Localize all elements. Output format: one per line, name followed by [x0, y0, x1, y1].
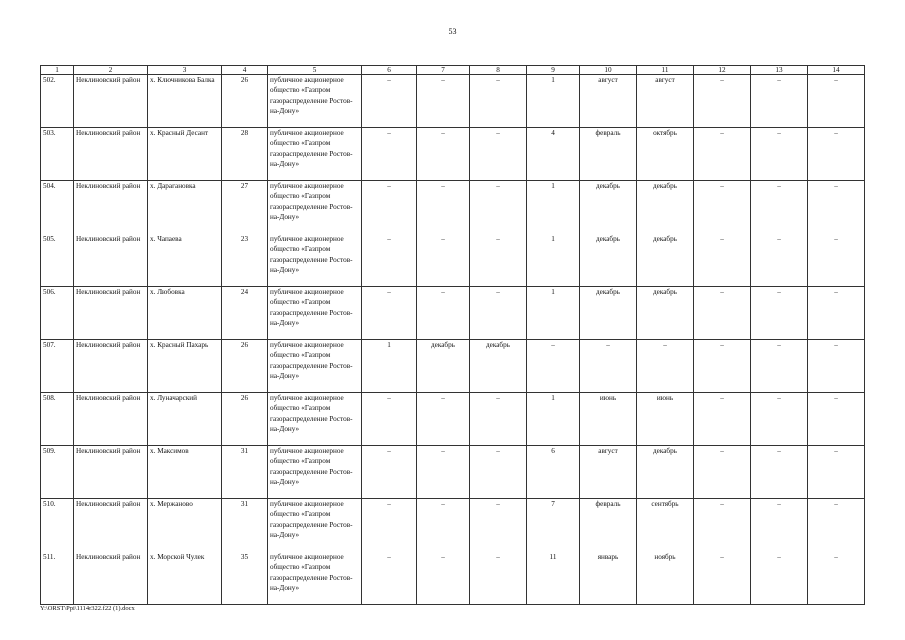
row-number-cell: 503.	[41, 128, 74, 181]
table-body	[41, 75, 865, 605]
col10-cell: декабрь	[580, 287, 637, 340]
col13-cell: –	[751, 287, 808, 340]
col13-cell: –	[751, 340, 808, 393]
col14-cell: –	[808, 287, 865, 340]
organization-cell: публичное акционерное общество «Газпром газораспределение Ростов-на-Дону»	[268, 181, 362, 234]
col12-cell: –	[694, 446, 751, 499]
col7-cell: декабрь	[417, 340, 470, 393]
header-cell: 8	[470, 66, 527, 75]
col13-cell: –	[751, 181, 808, 234]
settlement-cell: х. Максимов	[148, 446, 222, 499]
register-table	[40, 65, 865, 605]
col14-cell: –	[808, 181, 865, 234]
district-cell: Неклиновский район	[74, 287, 148, 340]
col6-cell: 1	[362, 340, 417, 393]
col10-cell: –	[580, 340, 637, 393]
settlement-cell: х. Ключникова Балка	[148, 75, 222, 128]
col11-cell: ноябрь	[637, 552, 694, 605]
col13-cell: –	[751, 234, 808, 287]
col7-cell: –	[417, 181, 470, 234]
table-header	[41, 66, 865, 75]
col14-cell: –	[808, 499, 865, 552]
col8-cell: –	[470, 287, 527, 340]
col14-cell: –	[808, 393, 865, 446]
col6-cell: –	[362, 393, 417, 446]
col11-cell: декабрь	[637, 234, 694, 287]
settlement-cell: х. Дарагановка	[148, 181, 222, 234]
col12-cell: –	[694, 128, 751, 181]
col8-cell: –	[470, 128, 527, 181]
col6-cell: –	[362, 234, 417, 287]
organization-cell: публичное акционерное общество «Газпром газораспределение Ростов-на-Дону»	[268, 446, 362, 499]
col8-cell: –	[470, 181, 527, 234]
col7-cell: –	[417, 234, 470, 287]
header-cell: 4	[222, 66, 268, 75]
row-number-cell: 510.	[41, 499, 74, 552]
district-cell: Неклиновский район	[74, 75, 148, 128]
col8-cell: –	[470, 446, 527, 499]
count-cell: 26	[222, 75, 268, 128]
header-cell: 14	[808, 66, 865, 75]
count-cell: 31	[222, 499, 268, 552]
col10-cell: февраль	[580, 128, 637, 181]
count-cell: 31	[222, 446, 268, 499]
district-cell: Неклиновский район	[74, 446, 148, 499]
col10-cell: декабрь	[580, 234, 637, 287]
col14-cell: –	[808, 552, 865, 605]
district-cell: Неклиновский район	[74, 552, 148, 605]
col11-cell: июнь	[637, 393, 694, 446]
table-row	[41, 75, 865, 128]
col7-cell: –	[417, 499, 470, 552]
col14-cell: –	[808, 446, 865, 499]
settlement-cell: х. Луначарский	[148, 393, 222, 446]
table-row	[41, 234, 865, 287]
col10-cell: декабрь	[580, 181, 637, 234]
col11-cell: август	[637, 75, 694, 128]
col12-cell: –	[694, 75, 751, 128]
col6-cell: –	[362, 287, 417, 340]
col9-cell: 1	[527, 181, 580, 234]
col10-cell: август	[580, 75, 637, 128]
count-cell: 23	[222, 234, 268, 287]
table-row	[41, 287, 865, 340]
col8-cell: –	[470, 552, 527, 605]
col8-cell: –	[470, 75, 527, 128]
district-cell: Неклиновский район	[74, 234, 148, 287]
col13-cell: –	[751, 446, 808, 499]
header-cell: 2	[74, 66, 148, 75]
page-number: 53	[448, 27, 457, 36]
col10-cell: июнь	[580, 393, 637, 446]
col7-cell: –	[417, 75, 470, 128]
settlement-cell: х. Чапаева	[148, 234, 222, 287]
col11-cell: декабрь	[637, 181, 694, 234]
footer-file-path: Y:\ORST\Ppi\1114r322.f22 (1).docx	[40, 605, 135, 612]
col9-cell: 11	[527, 552, 580, 605]
col10-cell: август	[580, 446, 637, 499]
col6-cell: –	[362, 446, 417, 499]
col7-cell: –	[417, 552, 470, 605]
row-number-cell: 507.	[41, 340, 74, 393]
table-row	[41, 499, 865, 552]
col9-cell: 1	[527, 234, 580, 287]
count-cell: 24	[222, 287, 268, 340]
header-cell: 1	[41, 66, 74, 75]
col14-cell: –	[808, 128, 865, 181]
col8-cell: декабрь	[470, 340, 527, 393]
col11-cell: декабрь	[637, 446, 694, 499]
organization-cell: публичное акционерное общество «Газпром газораспределение Ростов-на-Дону»	[268, 340, 362, 393]
col12-cell: –	[694, 234, 751, 287]
header-cell: 13	[751, 66, 808, 75]
table-row	[41, 128, 865, 181]
district-cell: Неклиновский район	[74, 340, 148, 393]
count-cell: 28	[222, 128, 268, 181]
col10-cell: январь	[580, 552, 637, 605]
header-cell: 7	[417, 66, 470, 75]
header-cell: 12	[694, 66, 751, 75]
organization-cell: публичное акционерное общество «Газпром газораспределение Ростов-на-Дону»	[268, 393, 362, 446]
col8-cell: –	[470, 499, 527, 552]
table-row	[41, 552, 865, 605]
col7-cell: –	[417, 128, 470, 181]
row-number-cell: 506.	[41, 287, 74, 340]
col6-cell: –	[362, 181, 417, 234]
settlement-cell: х. Красный Пахарь	[148, 340, 222, 393]
col7-cell: –	[417, 446, 470, 499]
table-row	[41, 393, 865, 446]
col8-cell: –	[470, 393, 527, 446]
col12-cell: –	[694, 552, 751, 605]
col12-cell: –	[694, 287, 751, 340]
col9-cell: 1	[527, 75, 580, 128]
header-cell: 10	[580, 66, 637, 75]
organization-cell: публичное акционерное общество «Газпром газораспределение Ростов-на-Дону»	[268, 499, 362, 552]
organization-cell: публичное акционерное общество «Газпром газораспределение Ростов-на-Дону»	[268, 234, 362, 287]
settlement-cell: х. Морской Чулек	[148, 552, 222, 605]
col11-cell: –	[637, 340, 694, 393]
header-cell: 5	[268, 66, 362, 75]
district-cell: Неклиновский район	[74, 393, 148, 446]
table-row	[41, 181, 865, 234]
col13-cell: –	[751, 499, 808, 552]
col11-cell: сентябрь	[637, 499, 694, 552]
col9-cell: 4	[527, 128, 580, 181]
settlement-cell: х. Красный Десант	[148, 128, 222, 181]
row-number-cell: 505.	[41, 234, 74, 287]
col13-cell: –	[751, 393, 808, 446]
col12-cell: –	[694, 393, 751, 446]
col13-cell: –	[751, 552, 808, 605]
header-cell: 9	[527, 66, 580, 75]
header-cell: 6	[362, 66, 417, 75]
count-cell: 35	[222, 552, 268, 605]
col11-cell: октябрь	[637, 128, 694, 181]
district-cell: Неклиновский район	[74, 128, 148, 181]
table-row	[41, 446, 865, 499]
col7-cell: –	[417, 287, 470, 340]
col6-cell: –	[362, 552, 417, 605]
col9-cell: 7	[527, 499, 580, 552]
district-cell: Неклиновский район	[74, 181, 148, 234]
col14-cell: –	[808, 234, 865, 287]
col9-cell: 6	[527, 446, 580, 499]
col12-cell: –	[694, 499, 751, 552]
col14-cell: –	[808, 340, 865, 393]
organization-cell: публичное акционерное общество «Газпром газораспределение Ростов-на-Дону»	[268, 287, 362, 340]
col13-cell: –	[751, 128, 808, 181]
header-row	[41, 66, 865, 75]
settlement-cell: х. Мержаново	[148, 499, 222, 552]
col7-cell: –	[417, 393, 470, 446]
col9-cell: –	[527, 340, 580, 393]
organization-cell: публичное акционерное общество «Газпром газораспределение Ростов-на-Дону»	[268, 75, 362, 128]
col12-cell: –	[694, 181, 751, 234]
row-number-cell: 509.	[41, 446, 74, 499]
district-cell: Неклиновский район	[74, 499, 148, 552]
col11-cell: декабрь	[637, 287, 694, 340]
col9-cell: 1	[527, 393, 580, 446]
col10-cell: февраль	[580, 499, 637, 552]
settlement-cell: х. Любовка	[148, 287, 222, 340]
col6-cell: –	[362, 128, 417, 181]
row-number-cell: 502.	[41, 75, 74, 128]
col6-cell: –	[362, 499, 417, 552]
header-cell: 11	[637, 66, 694, 75]
col13-cell: –	[751, 75, 808, 128]
row-number-cell: 508.	[41, 393, 74, 446]
col14-cell: –	[808, 75, 865, 128]
row-number-cell: 511.	[41, 552, 74, 605]
col6-cell: –	[362, 75, 417, 128]
organization-cell: публичное акционерное общество «Газпром газораспределение Ростов-на-Дону»	[268, 128, 362, 181]
organization-cell: публичное акционерное общество «Газпром газораспределение Ростов-на-Дону»	[268, 552, 362, 605]
col12-cell: –	[694, 340, 751, 393]
table-row	[41, 340, 865, 393]
count-cell: 26	[222, 393, 268, 446]
header-cell: 3	[148, 66, 222, 75]
col8-cell: –	[470, 234, 527, 287]
col9-cell: 1	[527, 287, 580, 340]
count-cell: 27	[222, 181, 268, 234]
count-cell: 26	[222, 340, 268, 393]
row-number-cell: 504.	[41, 181, 74, 234]
